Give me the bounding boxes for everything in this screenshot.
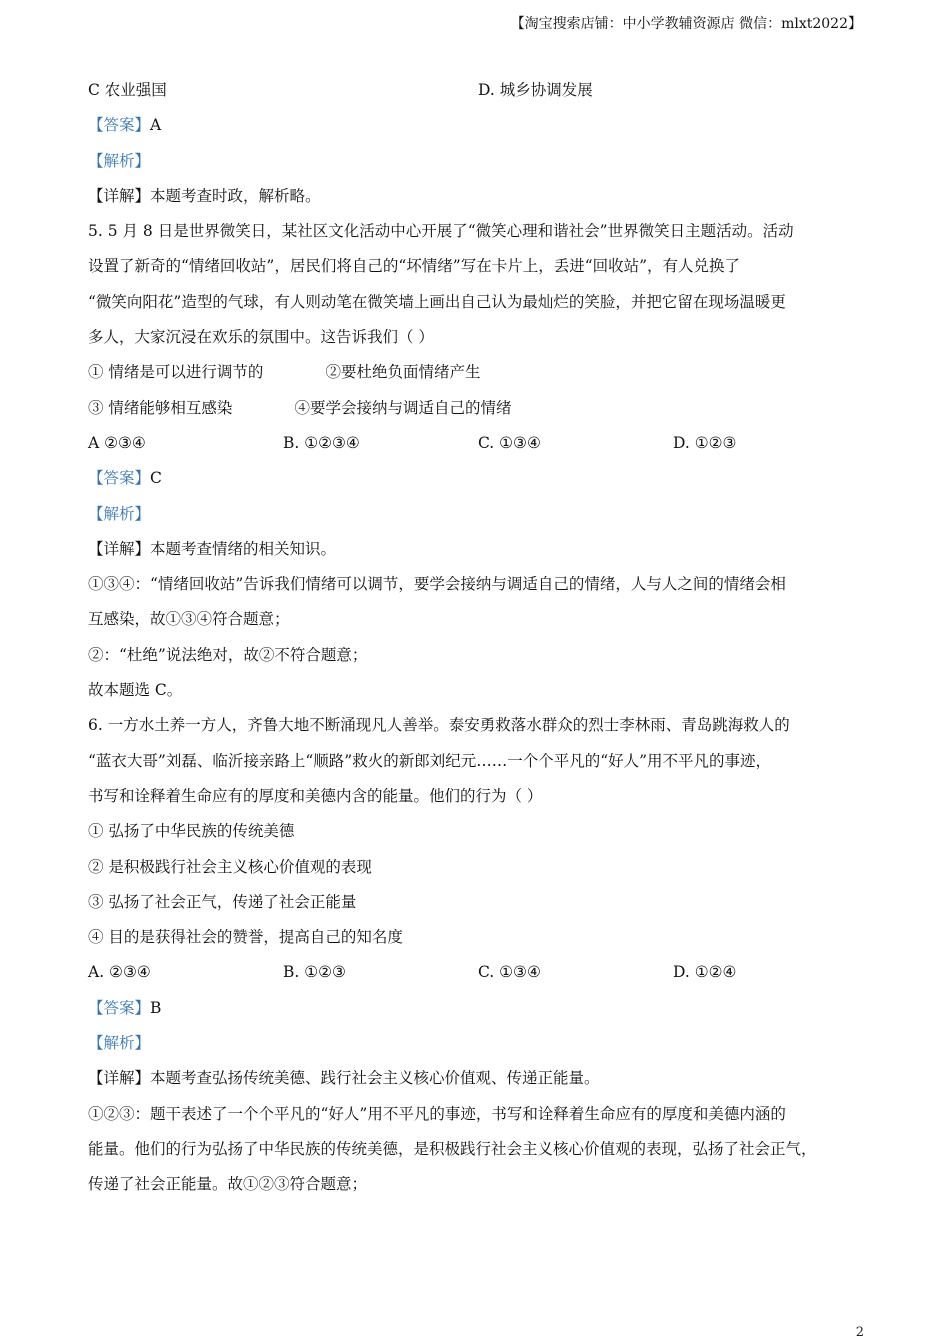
q5-option-c: C. ①③④ — [478, 433, 541, 452]
q6-option-d: D. ①②④ — [673, 963, 737, 982]
answer-label: 【答案】 — [88, 116, 151, 135]
q5-statement: ③ 情绪能够相互感染 — [88, 398, 233, 417]
q6-option-b: B. ①②③ — [283, 963, 346, 982]
q5-statements-row-1 — [88, 355, 868, 390]
q6-stem-line: “蓝衣大哥”刘磊、临沂接亲路上“顺路”救火的新郎刘纪元……一个个平凡的“好人”用不平凡的事迹， — [88, 751, 772, 770]
q6-options-row — [88, 955, 868, 990]
q6-analysis — [88, 1026, 868, 1061]
detail-label: 【详解】 — [88, 186, 151, 205]
q4-option-c: C 农业强国 — [88, 81, 167, 99]
q6-explain-line: 能量。他们的行为弘扬了中华民族的传统美德，是积极践行社会主义核心价值观的表现，弘扬了社会正气， — [88, 1139, 817, 1158]
q5-option-d: D. ①②③ — [673, 433, 737, 452]
q6-statement: ③ 弘扬了社会正气，传递了社会正能量 — [88, 892, 357, 911]
q4-detail-text: 本题考查时政，解析略。 — [150, 186, 321, 205]
q4-option-d: D. 城乡协调发展 — [478, 81, 593, 99]
detail-label: 【详解】 — [88, 539, 151, 558]
page-number: 2 — [855, 1325, 864, 1340]
q6-detail-text: 本题考查弘扬传统美德、践行社会主义核心价值观、传递正能量。 — [150, 1069, 600, 1088]
q6-explain-line: ①②③：题干表述了一个个平凡的“好人”用不平凡的事迹，书写和诠释着生命应有的厚度和美德内涵的 — [88, 1104, 786, 1123]
q5-statements-row-2 — [88, 391, 868, 426]
q6-option-c: C. ①③④ — [478, 963, 541, 982]
q4-answer-value: A — [150, 116, 162, 135]
q5-option-a: A ②③④ — [88, 433, 146, 452]
q4-analysis — [88, 144, 868, 179]
q5-stem-line: 5. 5 月 8 日是世界微笑日，某社区文化活动中心开展了“微笑心理和谐社会”世界微笑日主题活动。活动 — [88, 222, 794, 241]
q6-stem-line: 6. 一方水土养一方人，齐鲁大地不断涌现凡人善举。泰安勇救落水群众的烈士李林雨、青岛跳海救人的 — [88, 716, 790, 735]
answer-label: 【答案】 — [88, 469, 151, 488]
q5-analysis — [88, 497, 868, 532]
analysis-label: 【解析】 — [88, 504, 151, 523]
q6-statement: ② 是积极践行社会主义核心价值观的表现 — [88, 857, 372, 876]
q4-answer — [88, 108, 868, 143]
q6-stem-line: 书写和诠释着生命应有的厚度和美德内含的能量。他们的行为（ ） — [88, 786, 543, 805]
analysis-label: 【解析】 — [88, 151, 151, 170]
q5-stem-line: 设置了新奇的“情绪回收站”，居民们将自己的“坏情绪”写在卡片上，丢进“回收站”，有人兑换了 — [88, 257, 741, 276]
q5-answer — [88, 461, 868, 496]
q5-explain-line: 互感染，故①③④符合题意； — [88, 610, 290, 629]
analysis-label: 【解析】 — [88, 1034, 151, 1053]
q6-statement: ④ 目的是获得社会的赞誉，提高自己的知名度 — [88, 928, 403, 947]
q6-answer — [88, 991, 868, 1026]
q5-detail-text: 本题考查情绪的相关知识。 — [150, 539, 337, 558]
q4-detail — [88, 179, 868, 214]
q5-explain-line: ②：“杜绝”说法绝对，故②不符合题意； — [88, 645, 368, 664]
q5-statement: ②要杜绝负面情绪产生 — [325, 363, 481, 382]
q5-stem-line: 多人，大家沉浸在欢乐的氛围中。这告诉我们（ ） — [88, 328, 434, 347]
q6-statement: ① 弘扬了中华民族的传统美德 — [88, 822, 295, 841]
q5-option-b: B. ①②③④ — [283, 433, 360, 452]
q6-detail — [88, 1061, 868, 1096]
page-header: 【淘宝搜索店铺：中小学教辅资源店 微信：mlxt2022】 — [510, 16, 862, 32]
document-body — [88, 73, 868, 1203]
q5-detail — [88, 532, 868, 567]
q5-answer-value: C — [150, 469, 162, 488]
q6-explain-line: 传递了社会正能量。故①②③符合题意； — [88, 1175, 368, 1194]
q5-statement: ④要学会接纳与调适自己的情绪 — [294, 398, 512, 417]
answer-label: 【答案】 — [88, 998, 151, 1017]
q5-explain-line: 故本题选 C。 — [88, 681, 183, 700]
q5-options-row — [88, 426, 868, 461]
q5-stem-line: “微笑向阳花”造型的气球，有人则动笔在微笑墙上画出自己认为最灿烂的笑脸，并把它留在现场温暖更 — [88, 292, 786, 311]
q6-option-a: A. ②③④ — [88, 963, 151, 982]
q6-answer-value: B — [150, 998, 162, 1017]
q5-statement: ① 情绪是可以进行调节的 — [88, 363, 264, 382]
q4-options-row — [88, 73, 868, 108]
q5-explain-line: ①③④：“情绪回收站”告诉我们情绪可以调节，要学会接纳与调适自己的情绪，人与人之间的情绪会相 — [88, 575, 786, 594]
detail-label: 【详解】 — [88, 1069, 151, 1088]
